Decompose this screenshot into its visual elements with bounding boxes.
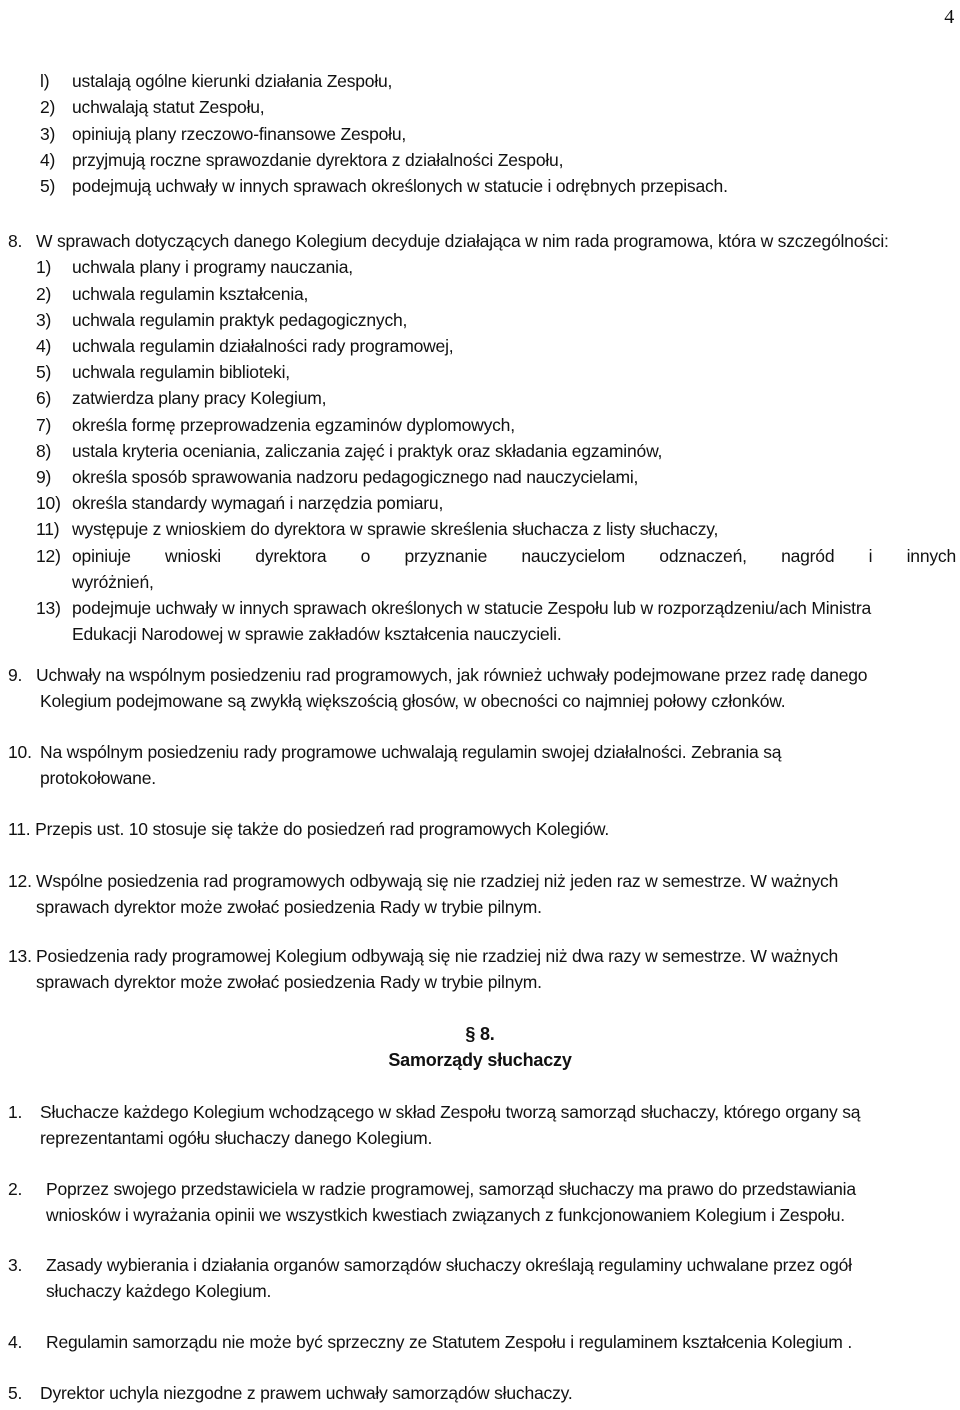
word: dyrektora xyxy=(255,546,327,566)
list-text: ustalają ogólne kierunki działania Zespołu, xyxy=(72,71,393,91)
list-text: podejmuje uchwały w innych sprawach określonych w statucie Zespołu lub w rozporządzeniu/ach Ministra xyxy=(72,598,872,618)
list-number: 8) xyxy=(36,441,52,461)
list-number: 4) xyxy=(36,336,52,356)
list-number: 4) xyxy=(40,150,56,170)
list-number: l) xyxy=(40,71,50,91)
list-text: uchwalają statut Zespołu, xyxy=(72,97,265,117)
list-number: 9) xyxy=(36,467,52,487)
list-text-continued: Edukacji Narodowej w sprawie zakładów kształcenia nauczycieli. xyxy=(72,624,562,644)
word: przyznanie xyxy=(404,546,488,566)
paragraph-text-continued: sprawach dyrektor może zwołać posiedzenia Rady w trybie pilnym. xyxy=(36,897,542,917)
list-text: ustala kryteria oceniania, zaliczania zajęć i praktyk oraz składania egzaminów, xyxy=(72,441,663,461)
section-title: Samorządy słuchaczy xyxy=(388,1050,572,1070)
paragraph-text-continued: reprezentantami ogółu słuchaczy danego Kolegium. xyxy=(40,1128,433,1148)
paragraph-text: Wspólne posiedzenia rad programowych odbywają się nie rzadziej niż jeden raz w semestrze. W ważnych xyxy=(36,871,839,891)
paragraph-text: Poprzez swojego przedstawiciela w radzie programowej, samorząd słuchaczy ma prawo do przedstawiania xyxy=(46,1179,856,1199)
paragraph-number: 8. xyxy=(8,231,23,251)
paragraph-text: Uchwały na wspólnym posiedzeniu rad programowych, jak również uchwały podejmowane przez radę danego xyxy=(36,665,868,685)
paragraph-number: 5. xyxy=(8,1383,23,1403)
list-text: określa formę przeprowadzenia egzaminów dyplomowych, xyxy=(72,415,515,435)
list-number: 5) xyxy=(36,362,52,382)
list-text: występuje z wnioskiem do dyrektora w sprawie skreślenia słuchacza z listy słuchaczy, xyxy=(72,519,719,539)
list-text: podejmują uchwały w innych sprawach określonych w statucie i odrębnych przepisach. xyxy=(72,176,728,196)
paragraph-number: 13. xyxy=(8,946,32,966)
list-text xyxy=(72,545,956,567)
list-text-continued: wyróżnień, xyxy=(72,572,154,592)
list-text: opiniują plany rzeczowo-finansowe Zespołu, xyxy=(72,124,407,144)
paragraph-number: 4. xyxy=(8,1332,23,1352)
paragraph-text: Słuchacze każdego Kolegium wchodzącego w skład Zespołu tworzą samorząd słuchaczy, którego organy są xyxy=(40,1102,861,1122)
list-text: przyjmują roczne sprawozdanie dyrektora z działalności Zespołu, xyxy=(72,150,564,170)
list-text: określa standardy wymagań i narzędzia pomiaru, xyxy=(72,493,444,513)
paragraph-number: 3. xyxy=(8,1255,23,1275)
paragraph-text-continued: słuchaczy każdego Kolegium. xyxy=(46,1281,272,1301)
paragraph-number: 12. xyxy=(8,871,32,891)
paragraph-number: 1. xyxy=(8,1102,23,1122)
word: nagród xyxy=(781,546,835,566)
list-text: zatwierdza plany pracy Kolegium, xyxy=(72,388,327,408)
list-text: uchwala regulamin praktyk pedagogicznych, xyxy=(72,310,408,330)
word: odznaczeń, xyxy=(659,546,747,566)
list-number: 2) xyxy=(40,97,56,117)
paragraph-text-continued: wniosków i wyrażania opinii we wszystkich kwestiach związanych z funkcjonowaniem Kolegium i Zespołu. xyxy=(46,1205,845,1225)
list-number: 11) xyxy=(36,519,60,539)
paragraph-text: Regulamin samorządu nie może być sprzeczny ze Statutem Zespołu i regulaminem kształcenia Kolegium . xyxy=(46,1332,852,1352)
word: opiniuje xyxy=(72,546,131,566)
paragraph-text: Posiedzenia rady programowej Kolegium odbywają się nie rzadziej niż dwa razy w semestrze. W ważnych xyxy=(36,946,839,966)
list-text: określa sposób sprawowania nadzoru pedagogicznego nad nauczycielami, xyxy=(72,467,639,487)
list-number: 1) xyxy=(36,257,52,277)
list-text: uchwala regulamin kształcenia, xyxy=(72,284,309,304)
paragraph-text: Dyrektor uchyla niezgodne z prawem uchwały samorządów słuchaczy. xyxy=(40,1383,573,1403)
list-text: uchwala regulamin biblioteki, xyxy=(72,362,290,382)
justified-line xyxy=(72,545,956,567)
list-text: uchwala plany i programy nauczania, xyxy=(72,257,353,277)
list-text: uchwala regulamin działalności rady programowej, xyxy=(72,336,454,356)
list-number: 6) xyxy=(36,388,52,408)
list-number: 7) xyxy=(36,415,52,435)
list-number: 2) xyxy=(36,284,52,304)
list-number: 3) xyxy=(40,124,56,144)
paragraph-text-continued: protokołowane. xyxy=(40,768,156,788)
paragraph-text: Zasady wybierania i działania organów samorządów słuchaczy określają regulaminy uchwalane przez ogół xyxy=(46,1255,852,1275)
list-number: 5) xyxy=(40,176,56,196)
word: o xyxy=(360,546,371,566)
list-number: 3) xyxy=(36,310,52,330)
paragraph-intro: W sprawach dotyczących danego Kolegium decyduje działająca w nim rada programowa, która w szczególności: xyxy=(36,231,889,251)
list-number: 13) xyxy=(36,598,61,618)
paragraph-text-continued: sprawach dyrektor może zwołać posiedzenia Rady w trybie pilnym. xyxy=(36,972,542,992)
paragraph-number: 10. xyxy=(8,742,32,762)
word: wnioski xyxy=(165,546,221,566)
list-number: 10) xyxy=(36,493,61,513)
word: i xyxy=(868,546,873,566)
paragraph-text-continued: Kolegium podejmowane są zwykłą większością głosów, w obecności co najmniej połowy członków. xyxy=(40,691,786,711)
paragraph-number: 2. xyxy=(8,1179,23,1199)
page-number: 4 xyxy=(944,6,954,28)
word: innych xyxy=(906,546,956,566)
section-number: § 8. xyxy=(465,1024,495,1044)
paragraph-text: 11. Przepis ust. 10 stosuje się także do posiedzeń rad programowych Kolegiów. xyxy=(8,819,610,839)
word: nauczycielom xyxy=(521,546,626,566)
paragraph-text: Na wspólnym posiedzeniu rady programowe uchwalają regulamin swojej działalności. Zebrania są xyxy=(40,742,782,762)
list-number: 12) xyxy=(36,546,61,566)
paragraph-number: 9. xyxy=(8,665,23,685)
